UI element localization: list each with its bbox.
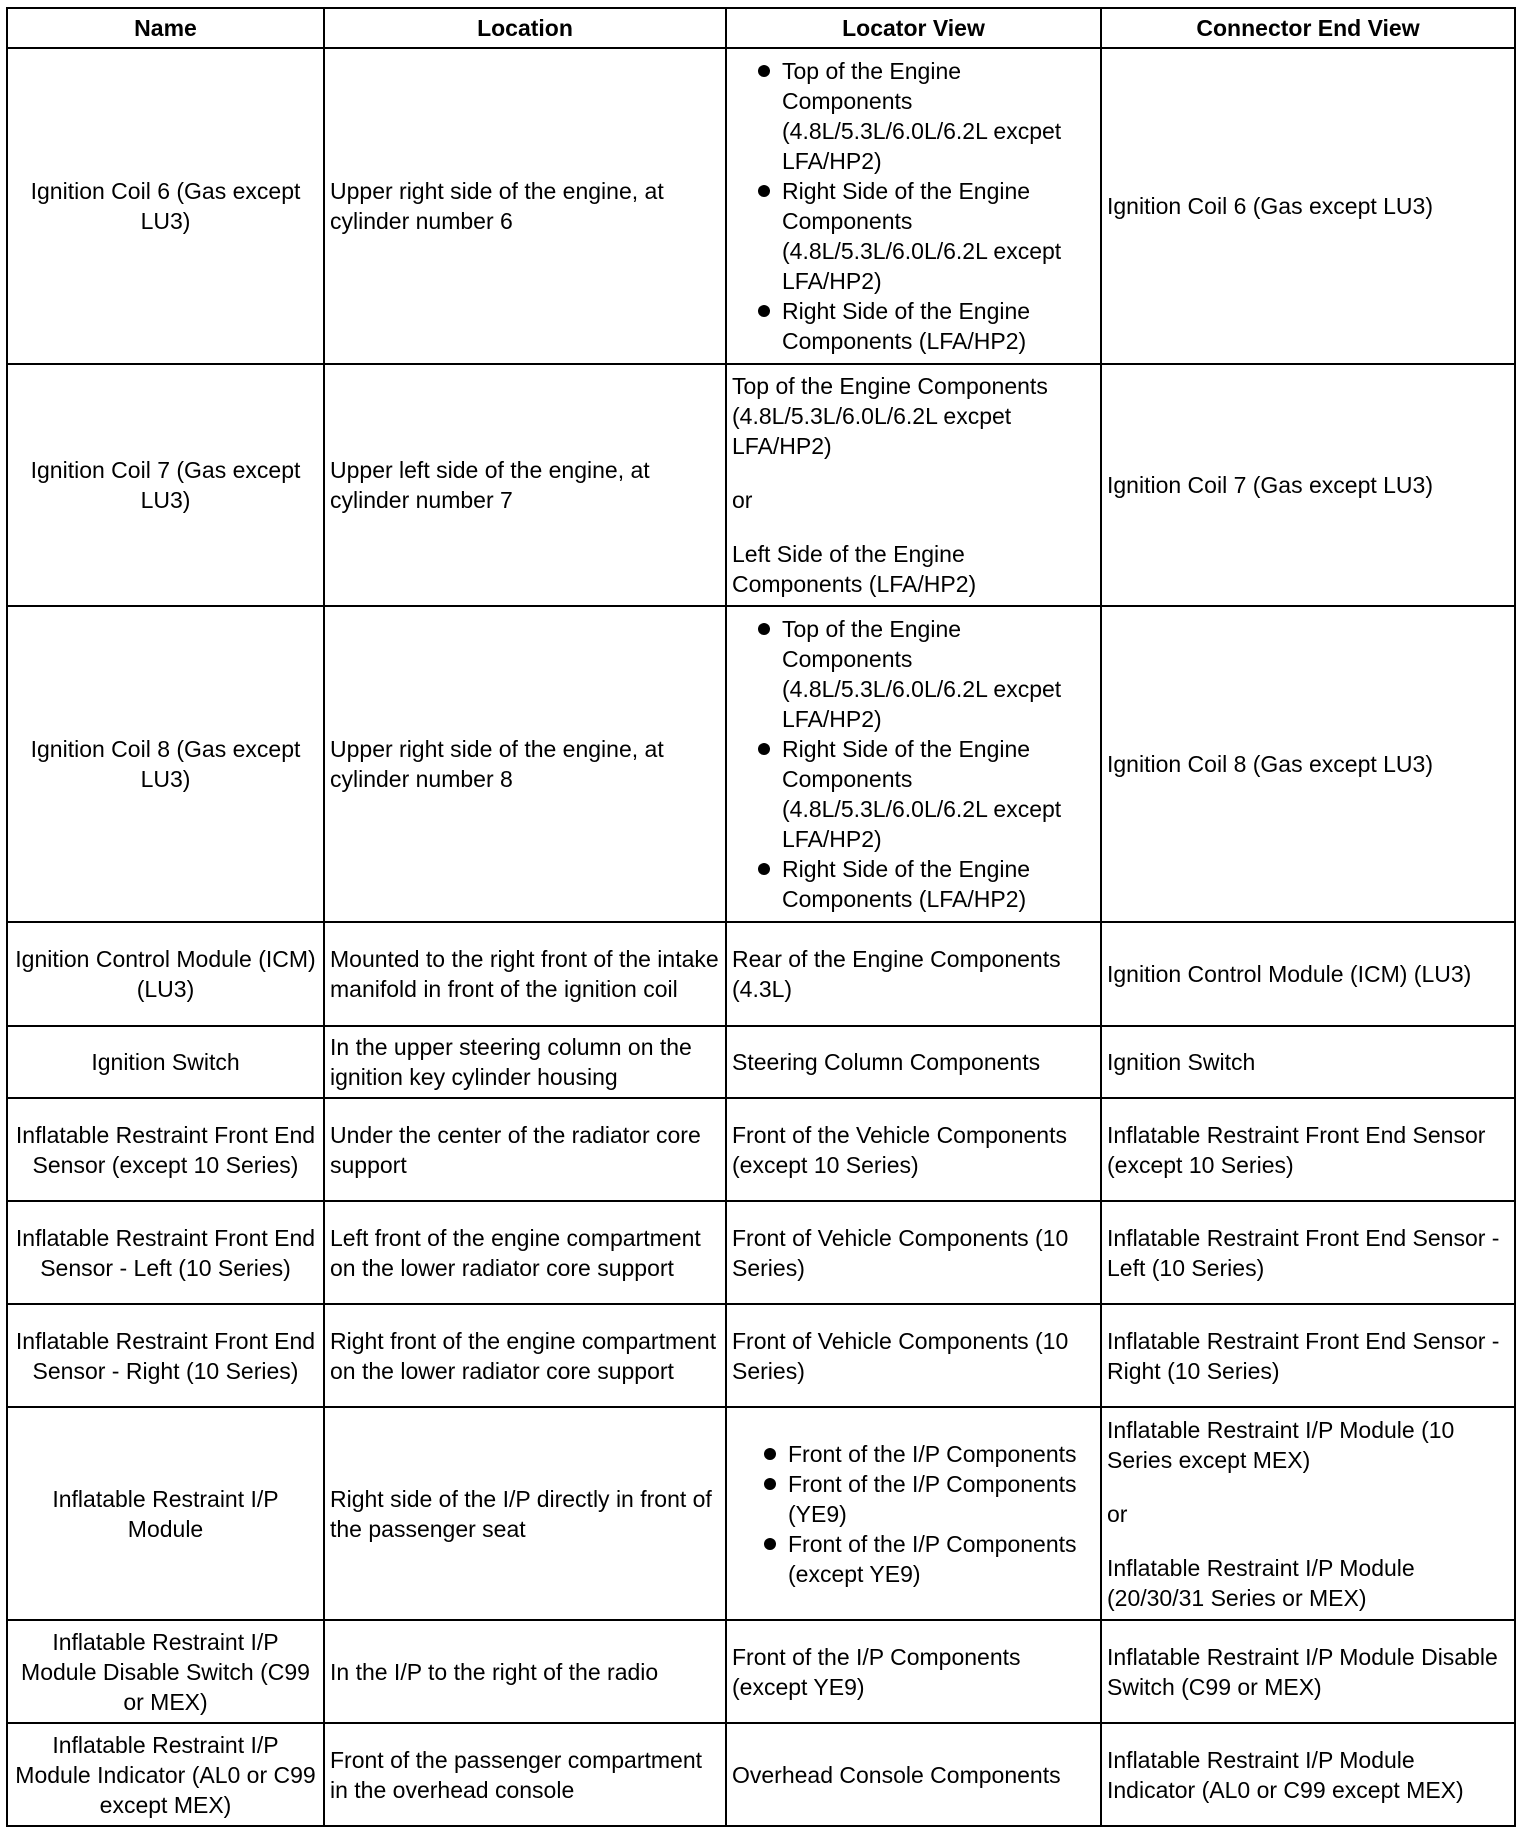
locator-view-cell[interactable]: Front of Vehicle Components (10 Series) [726,1304,1101,1407]
component-locator-table [6,7,1516,1827]
name-cell: Ignition Coil 8 (Gas except LU3) [7,606,324,922]
table-row [7,1304,1515,1407]
locator-view-cell[interactable]: Rear of the Engine Components (4.3L) [726,922,1101,1026]
location-cell: Right side of the I/P directly in front of the passenger seat [324,1407,726,1620]
connector-end-view-cell[interactable]: Inflatable Restraint Front End Sensor - Right (10 Series) [1101,1304,1515,1407]
name-cell: Ignition Coil 6 (Gas except LU3) [7,48,324,364]
connector-end-view-cell [1101,1407,1515,1620]
locator-link[interactable]: Front of the I/P Components [732,1439,1095,1469]
name-cell: Inflatable Restraint Front End Sensor (except 10 Series) [7,1098,324,1201]
location-cell: Upper right side of the engine, at cylinder number 8 [324,606,726,922]
locator-view-cell [726,364,1101,606]
location-cell: Under the center of the radiator core support [324,1098,726,1201]
table-row [7,922,1515,1026]
connector-end-view-cell[interactable]: Inflatable Restraint Front End Sensor (except 10 Series) [1101,1098,1515,1201]
table-row [7,364,1515,606]
locator-or-text: or [732,487,753,513]
locator-link[interactable]: Right Side of the Engine Components (4.8L/5.3L/6.0L/6.2L except LFA/HP2) [732,734,1095,854]
locator-link[interactable]: Left Side of the Engine Components (LFA/HP2) [732,541,977,597]
connector-end-view-cell[interactable]: Ignition Switch [1101,1026,1515,1098]
locator-link[interactable]: Top of the Engine Components (4.8L/5.3L/6.0L/6.2L excpet LFA/HP2) [732,373,1048,459]
table-row [7,1201,1515,1304]
header-row [7,8,1515,48]
locator-link[interactable]: Right Side of the Engine Components (LFA/HP2) [732,296,1095,356]
connector-end-view-cell[interactable]: Ignition Control Module (ICM) (LU3) [1101,922,1515,1026]
location-cell: Left front of the engine compartment on the lower radiator core support [324,1201,726,1304]
table-row [7,1620,1515,1723]
name-cell: Inflatable Restraint I/P Module Disable Switch (C99 or MEX) [7,1620,324,1723]
locator-link[interactable]: Top of the Engine Components (4.8L/5.3L/6.0L/6.2L excpet LFA/HP2) [732,614,1095,734]
header-name: Name [7,8,324,48]
header-connector-end-view: Connector End View [1101,8,1515,48]
locator-link[interactable]: Front of the I/P Components (except YE9) [732,1529,1095,1589]
location-cell: Mounted to the right front of the intake manifold in front of the ignition coil [324,922,726,1026]
locator-link[interactable]: Top of the Engine Components (4.8L/5.3L/6.0L/6.2L excpet LFA/HP2) [732,56,1095,176]
name-cell: Inflatable Restraint I/P Module [7,1407,324,1620]
locator-list [732,1439,1095,1589]
locator-view-cell[interactable]: Front of the I/P Components (except YE9) [726,1620,1101,1723]
locator-view-cell[interactable]: Overhead Console Components [726,1723,1101,1826]
location-cell: Front of the passenger compartment in the overhead console [324,1723,726,1826]
table-row [7,606,1515,922]
connector-link[interactable]: Inflatable Restraint I/P Module (20/30/31 Series or MEX) [1107,1554,1415,1611]
locator-view-cell[interactable]: Steering Column Components [726,1026,1101,1098]
table-row [7,1098,1515,1201]
location-cell: Upper right side of the engine, at cylinder number 6 [324,48,726,364]
table-row [7,1026,1515,1098]
connector-link[interactable]: Inflatable Restraint I/P Module (10 Series except MEX) [1107,1416,1455,1473]
connector-end-view-cell[interactable]: Ignition Coil 7 (Gas except LU3) [1101,364,1515,606]
locator-view-cell [726,48,1101,364]
connector-end-view-cell[interactable]: Inflatable Restraint I/P Module Indicator (AL0 or C99 except MEX) [1101,1723,1515,1826]
locator-link[interactable]: Right Side of the Engine Components (4.8L/5.3L/6.0L/6.2L except LFA/HP2) [732,176,1095,296]
name-cell: Inflatable Restraint Front End Sensor - Left (10 Series) [7,1201,324,1304]
locator-list [732,56,1095,356]
location-cell: In the upper steering column on the ignition key cylinder housing [324,1026,726,1098]
table-row [7,1407,1515,1620]
name-cell: Ignition Control Module (ICM) (LU3) [7,922,324,1026]
locator-view-cell[interactable]: Front of Vehicle Components (10 Series) [726,1201,1101,1304]
locator-list [732,614,1095,914]
name-cell: Inflatable Restraint Front End Sensor - Right (10 Series) [7,1304,324,1407]
locator-link[interactable]: Front of the I/P Components (YE9) [732,1469,1095,1529]
connector-end-view-cell[interactable]: Inflatable Restraint I/P Module Disable Switch (C99 or MEX) [1101,1620,1515,1723]
connector-end-view-cell[interactable]: Ignition Coil 8 (Gas except LU3) [1101,606,1515,922]
locator-link[interactable]: Right Side of the Engine Components (LFA/HP2) [732,854,1095,914]
location-cell: Right front of the engine compartment on the lower radiator core support [324,1304,726,1407]
header-location: Location [324,8,726,48]
header-locator-view: Locator View [726,8,1101,48]
locator-view-cell[interactable]: Front of the Vehicle Components (except 10 Series) [726,1098,1101,1201]
name-cell: Ignition Switch [7,1026,324,1098]
table-row [7,48,1515,364]
location-cell: Upper left side of the engine, at cylinder number 7 [324,364,726,606]
locator-view-cell [726,606,1101,922]
name-cell: Inflatable Restraint I/P Module Indicator (AL0 or C99 except MEX) [7,1723,324,1826]
connector-or-text: or [1107,1500,1128,1527]
table-row [7,1723,1515,1826]
connector-end-view-cell[interactable]: Ignition Coil 6 (Gas except LU3) [1101,48,1515,364]
locator-view-cell [726,1407,1101,1620]
name-cell: Ignition Coil 7 (Gas except LU3) [7,364,324,606]
location-cell: In the I/P to the right of the radio [324,1620,726,1723]
connector-end-view-cell[interactable]: Inflatable Restraint Front End Sensor - Left (10 Series) [1101,1201,1515,1304]
